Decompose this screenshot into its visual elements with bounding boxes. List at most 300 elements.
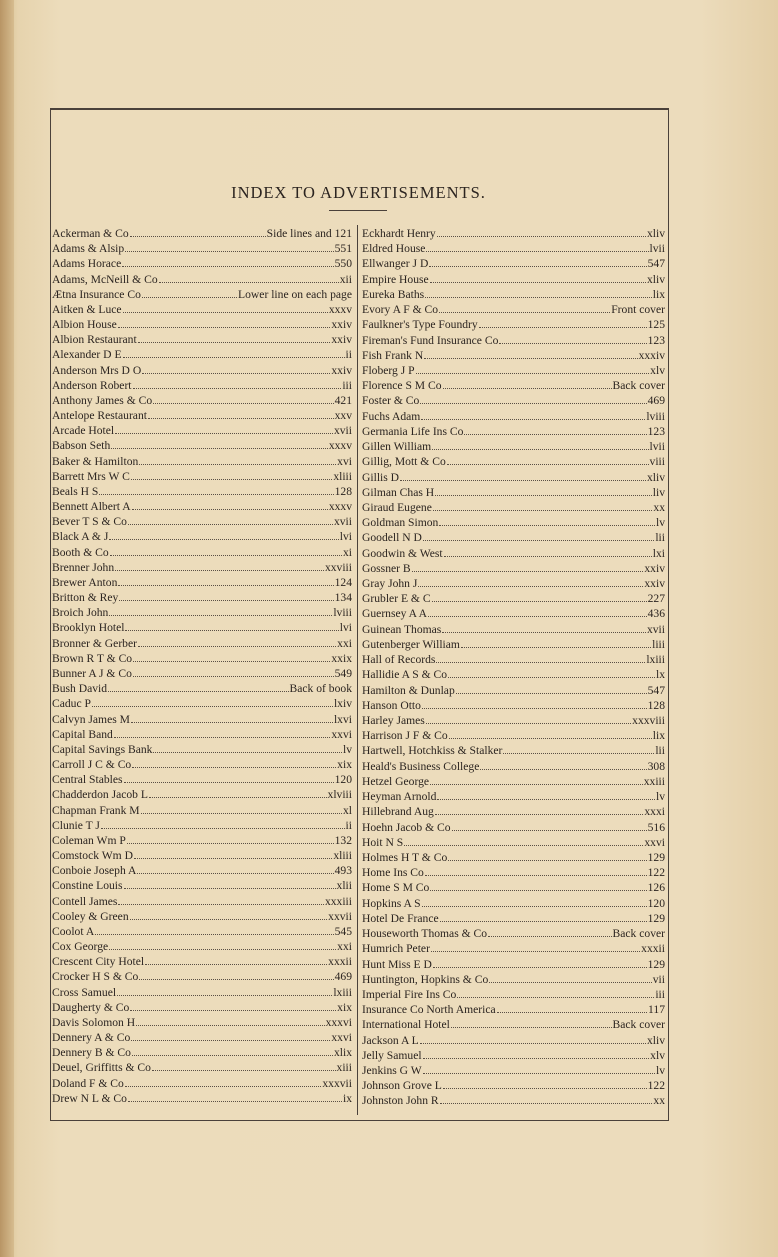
entry-page-ref: Side lines and 121 [266, 227, 352, 240]
entry-page-ref: 134 [334, 591, 352, 605]
index-entry [52, 484, 352, 499]
entry-page-ref: lviii [333, 606, 352, 620]
entry-name: Imperial Fire Ins Co [362, 987, 457, 1001]
entry-page-ref: ii [345, 348, 352, 362]
index-entry [362, 1078, 665, 1093]
dot-leader [131, 713, 333, 723]
index-entry [362, 576, 665, 591]
entry-name: Eldred House [362, 242, 426, 256]
entry-page-ref: 128 [334, 484, 352, 498]
entry-name: Bennett Albert A [52, 500, 131, 514]
dot-leader [133, 652, 330, 662]
dot-leader [430, 775, 643, 785]
dot-leader [128, 515, 333, 525]
entry-name: Giraud Eugene [362, 500, 432, 514]
dot-leader [433, 501, 653, 511]
index-entry [362, 378, 665, 393]
index-entry [52, 575, 352, 590]
index-entry [362, 287, 665, 302]
index-entry [52, 696, 352, 711]
dot-leader [448, 668, 655, 678]
dot-leader [432, 440, 648, 450]
entry-page-ref: xx [653, 1094, 665, 1108]
dot-leader [479, 318, 647, 328]
dot-leader [124, 879, 336, 889]
index-entry [362, 926, 665, 941]
entry-name: Aitken & Luce [52, 302, 122, 316]
index-entry [52, 939, 352, 954]
index-entry [362, 302, 665, 317]
index-entry [52, 438, 352, 453]
entry-page-ref: xvii [333, 424, 352, 438]
entry-name: Hoit N S [362, 835, 404, 849]
entry-name: Anderson Robert [52, 378, 132, 392]
entry-name: Evory A F & Co [362, 303, 439, 317]
dot-leader [436, 653, 645, 663]
entry-name: Barrett Mrs W C [52, 469, 130, 483]
entry-name: Hartwell, Hotchkiss & Stalker [362, 744, 503, 758]
index-entry [362, 561, 665, 576]
entry-name: Goldman Simon [362, 516, 439, 530]
entry-page-ref: 126 [647, 881, 665, 895]
entry-name: Hillebrand Aug [362, 805, 434, 819]
entry-name: Jenkins G W [362, 1064, 422, 1078]
entry-page-ref: xix [337, 758, 352, 772]
entry-name: Grubler E & C [362, 592, 431, 606]
dot-leader [422, 897, 647, 907]
entry-name: Anderson Mrs D O [52, 363, 142, 377]
entry-page-ref: xxxviii [632, 714, 665, 727]
entry-page-ref: 129 [647, 850, 665, 864]
index-entry [52, 287, 352, 302]
dot-leader [499, 334, 646, 344]
entry-page-ref: xx [653, 500, 665, 514]
entry-name: Hopkins A S [362, 896, 421, 910]
entry-page-ref: 117 [648, 1003, 665, 1017]
entry-name: Home S M Co [362, 881, 430, 895]
entry-page-ref: ii [345, 818, 352, 832]
entry-page-ref: lviii [646, 409, 665, 423]
index-entry [52, 302, 352, 317]
index-entry [52, 757, 352, 772]
entry-page-ref: lvi [339, 621, 352, 635]
entry-name: Coolot A [52, 924, 95, 938]
entry-page-ref: vii [652, 972, 665, 986]
entry-name: Chadderdon Jacob L [52, 788, 148, 802]
entry-name: Eckhardt Henry [362, 227, 436, 240]
index-entry [52, 454, 352, 469]
entry-name: Albion House [52, 318, 117, 332]
entry-page-ref: xxviii [324, 560, 352, 574]
entry-page-ref: lv [342, 742, 352, 756]
dot-leader [127, 834, 334, 844]
dot-leader [109, 940, 336, 950]
entry-page-ref: lv [655, 1064, 665, 1078]
index-entry [52, 423, 352, 438]
entry-page-ref: xxxiii [324, 894, 352, 908]
index-entry [362, 987, 665, 1002]
index-entry [52, 241, 352, 256]
index-entry [362, 439, 665, 454]
dot-leader [109, 530, 338, 540]
entry-page-ref: 125 [647, 318, 665, 332]
index-entry [52, 545, 352, 560]
dot-leader [131, 470, 332, 480]
index-entry [362, 606, 665, 621]
dot-leader [118, 895, 324, 905]
entry-name: Drew N L & Co [52, 1091, 127, 1105]
dot-leader [423, 1049, 650, 1059]
index-entry [362, 1017, 665, 1032]
dot-leader [142, 364, 330, 374]
index-entry [362, 500, 665, 515]
index-entry [362, 911, 665, 926]
entry-name: Jackson A L [362, 1033, 419, 1047]
dot-leader [503, 744, 654, 754]
index-entry [52, 514, 352, 529]
index-entry [52, 469, 352, 484]
entry-page-ref: 551 [334, 242, 352, 256]
entry-name: Florence S M Co [362, 379, 442, 393]
dot-leader [132, 758, 336, 768]
index-entry [362, 424, 665, 439]
entry-page-ref: 120 [334, 773, 352, 787]
entry-name: Germania Life Ins Co [362, 424, 464, 438]
entry-name: Cross Samuel [52, 985, 117, 999]
index-entry [362, 896, 665, 911]
dot-leader [118, 576, 333, 586]
entry-name: Huntington, Hopkins & Co [362, 972, 489, 986]
entry-name: Adams Horace [52, 257, 122, 271]
index-entry [52, 529, 352, 544]
entry-page-ref: 123 [647, 424, 665, 438]
dot-leader [412, 562, 644, 572]
entry-name: Hanson Otto [362, 698, 421, 712]
index-entry [52, 1076, 352, 1091]
dot-leader [137, 864, 333, 874]
index-entry [362, 652, 665, 667]
entry-page-ref: xxxv [328, 500, 352, 514]
entry-name: Anthony James & Co [52, 393, 153, 407]
entry-name: Calvyn James M [52, 712, 130, 726]
entry-page-ref: lv [655, 516, 665, 530]
entry-name: Conboie Joseph A [52, 864, 137, 878]
dot-leader [133, 379, 342, 389]
entry-name: Hall of Records [362, 653, 436, 667]
index-entry [52, 954, 352, 969]
entry-name: Brenner John [52, 560, 115, 574]
index-entry [362, 226, 665, 241]
dot-leader [124, 773, 334, 783]
dot-leader [125, 242, 333, 252]
index-entry [362, 470, 665, 485]
index-entry [52, 378, 352, 393]
entry-name: Ellwanger J D [362, 257, 429, 271]
entry-page-ref: xliii [333, 849, 352, 863]
entry-page-ref: xxiv [331, 333, 352, 347]
entry-name: Harley James [362, 714, 425, 727]
entry-name: Faulkner's Type Foundry [362, 318, 478, 332]
entry-page-ref: lvii [649, 242, 665, 256]
dot-leader [136, 1016, 324, 1026]
entry-name: Beals H S [52, 484, 99, 498]
entry-page-ref: xxxvii [322, 1076, 352, 1090]
index-entry [362, 743, 665, 758]
index-entry [52, 712, 352, 727]
entry-name: Chapman Frank M [52, 803, 140, 817]
index-entry [52, 499, 352, 514]
entry-page-ref: 132 [334, 833, 352, 847]
dot-leader [443, 379, 612, 389]
entry-page-ref: iii [655, 987, 665, 1001]
entry-page-ref: lix [652, 729, 665, 743]
index-entry [52, 636, 352, 651]
index-entry [52, 878, 352, 893]
entry-page-ref: 124 [334, 575, 352, 589]
index-entry [52, 894, 352, 909]
dot-leader [429, 257, 646, 267]
entry-name: Hotel De France [362, 911, 439, 925]
dot-leader [159, 273, 339, 283]
entry-page-ref: 128 [647, 698, 665, 712]
dot-leader [448, 851, 646, 861]
entry-name: Contell James [52, 894, 118, 908]
entry-name: Goodwin & West [362, 546, 443, 560]
index-entry [362, 820, 665, 835]
entry-name: Comstock Wm D [52, 849, 133, 863]
entry-name: Fireman's Fund Insurance Co [362, 333, 499, 347]
dot-leader [428, 607, 647, 617]
entry-name: Houseworth Thomas & Co [362, 927, 488, 941]
index-entry [52, 1060, 352, 1075]
index-entry [52, 256, 352, 271]
index-entry [362, 1093, 665, 1108]
index-entry [52, 1045, 352, 1060]
index-entry [52, 772, 352, 787]
entry-page-ref: xlix [333, 1046, 352, 1060]
entry-page-ref: xlv [650, 1048, 665, 1062]
dot-leader [115, 424, 333, 434]
entry-page-ref: xxvi [644, 835, 665, 849]
entry-name: Guernsey A A [362, 607, 428, 621]
dot-leader [130, 1001, 336, 1011]
index-entry [52, 590, 352, 605]
entry-name: Antelope Restaurant [52, 409, 147, 423]
entry-name: Gilman Chas H [362, 485, 435, 499]
entry-name: Foster & Co [362, 394, 420, 408]
entry-page-ref: 547 [647, 257, 665, 271]
dot-leader [118, 318, 331, 328]
dot-leader [152, 1061, 336, 1071]
entry-page-ref: lx [655, 668, 665, 682]
index-entry [52, 787, 352, 802]
entry-page-ref: Back cover [612, 927, 665, 941]
dot-leader [108, 682, 288, 692]
entry-name: Ackerman & Co [52, 227, 129, 240]
dot-leader [437, 227, 646, 237]
dot-leader [95, 925, 333, 935]
dot-leader [464, 425, 646, 435]
dot-leader [439, 303, 610, 313]
entry-page-ref: lxiii [333, 985, 352, 999]
dot-leader [141, 804, 342, 814]
dot-leader [456, 684, 647, 694]
left-index-column [52, 226, 352, 1106]
entry-name: Goodell N D [362, 531, 422, 545]
dot-leader [425, 866, 647, 876]
entry-page-ref: Back of book [289, 682, 352, 696]
dot-leader [488, 927, 611, 937]
index-entry [362, 363, 665, 378]
entry-name: Crocker H S & Co [52, 970, 139, 984]
dot-leader [153, 743, 341, 753]
entry-name: Bronner & Gerber [52, 636, 137, 650]
entry-name: Deuel, Griffitts & Co [52, 1061, 151, 1075]
entry-name: Capital Band [52, 727, 113, 741]
dot-leader [132, 1046, 333, 1056]
entry-name: Bever T S & Co [52, 515, 127, 529]
entry-name: Daugherty & Co [52, 1000, 130, 1014]
dot-leader [130, 227, 266, 237]
entry-name: Clunie T J [52, 818, 100, 832]
dot-leader [119, 591, 333, 601]
entry-page-ref: 308 [647, 759, 665, 773]
index-entry [362, 957, 665, 972]
entry-page-ref: Lower line on each page [238, 287, 352, 301]
index-entry [52, 408, 352, 423]
dot-leader [442, 623, 646, 633]
entry-name: Cooley & Green [52, 909, 129, 923]
entry-page-ref: 123 [647, 333, 665, 347]
entry-page-ref: 122 [647, 866, 665, 880]
entry-name: Caduc P [52, 697, 91, 711]
entry-page-ref: xxxiv [638, 348, 665, 362]
dot-leader [149, 788, 327, 798]
entry-name: Albion Restaurant [52, 333, 137, 347]
entry-page-ref: lxiv [333, 697, 352, 711]
entry-name: Gossner B [362, 561, 411, 575]
entry-name: Hallidie A S & Co [362, 668, 448, 682]
dot-leader [404, 836, 643, 846]
dot-leader [134, 849, 332, 859]
index-entry [362, 1033, 665, 1048]
entry-page-ref: Back cover [612, 1018, 665, 1032]
index-entry [362, 515, 665, 530]
index-entry [362, 713, 665, 728]
entry-name: Gillis D [362, 470, 400, 484]
index-entry [362, 880, 665, 895]
entry-page-ref: xxxv [328, 302, 352, 316]
index-entry [362, 333, 665, 348]
entry-name: Harrison J F & Co [362, 729, 448, 743]
entry-name: Crescent City Hotel [52, 955, 145, 969]
index-entry [52, 1091, 352, 1106]
dot-leader [435, 805, 644, 815]
title-underline [329, 210, 387, 211]
dot-leader [416, 364, 650, 374]
dot-leader [457, 988, 654, 998]
entry-name: Babson Seth [52, 439, 111, 453]
dot-leader [480, 760, 646, 770]
entry-name: Capital Savings Bank [52, 742, 153, 756]
dot-leader [423, 531, 654, 541]
entry-page-ref: xxxv [328, 439, 352, 453]
dot-leader [125, 621, 338, 631]
index-entry [52, 666, 352, 681]
entry-page-ref: Back cover [612, 379, 665, 393]
index-entry [362, 256, 665, 271]
index-entry [52, 1030, 352, 1045]
entry-name: Baker & Hamilton [52, 454, 139, 468]
entry-name: Heyman Arnold [362, 790, 437, 804]
dot-leader [132, 500, 328, 510]
index-entry [362, 759, 665, 774]
index-entry [362, 804, 665, 819]
dot-leader [443, 1079, 647, 1089]
dot-leader [110, 546, 342, 556]
entry-page-ref: xxi [337, 636, 352, 650]
index-entry [52, 909, 352, 924]
dot-leader [148, 409, 334, 419]
dot-leader [426, 714, 631, 724]
index-entry [52, 742, 352, 757]
entry-name: Gray John J [362, 577, 418, 591]
index-entry [52, 651, 352, 666]
entry-page-ref: xliv [646, 470, 665, 484]
dot-leader [400, 471, 646, 481]
entry-page-ref: xxiii [643, 774, 665, 788]
dot-leader [109, 606, 332, 616]
right-index-column [362, 226, 665, 1109]
entry-page-ref: 129 [647, 957, 665, 971]
entry-page-ref: xxiv [331, 363, 352, 377]
index-entry [362, 835, 665, 850]
index-entry [362, 272, 665, 287]
index-entry [362, 622, 665, 637]
entry-page-ref: 550 [334, 257, 352, 271]
dot-leader [423, 1064, 655, 1074]
entry-page-ref: xxxvi [325, 1015, 352, 1029]
index-entry [52, 347, 352, 362]
dot-leader [424, 349, 637, 359]
entry-page-ref: liii [652, 637, 665, 651]
entry-name: Gutenberger William [362, 637, 460, 651]
entry-name: Johnson Grove L [362, 1079, 442, 1093]
entry-name: Adams & Alsip [52, 242, 125, 256]
index-entry [52, 1015, 352, 1030]
index-entry [52, 985, 352, 1000]
entry-page-ref: 516 [647, 820, 665, 834]
entry-name: Empire House [362, 272, 429, 286]
index-entry [362, 865, 665, 880]
index-entry [362, 317, 665, 332]
entry-page-ref: lvi [339, 530, 352, 544]
dot-leader [130, 910, 328, 920]
entry-page-ref: xxv [334, 409, 352, 423]
index-entry [52, 924, 352, 939]
dot-leader [111, 439, 328, 449]
dot-leader [139, 970, 333, 980]
dot-leader [431, 942, 640, 952]
dot-leader [425, 288, 652, 298]
entry-name: Fish Frank N [362, 348, 424, 362]
entry-page-ref: xxiv [331, 318, 352, 332]
entry-page-ref: 545 [334, 924, 352, 938]
entry-page-ref: xxi [337, 940, 352, 954]
index-entry [362, 241, 665, 256]
dot-leader [444, 547, 652, 557]
entry-page-ref: viii [649, 455, 665, 469]
